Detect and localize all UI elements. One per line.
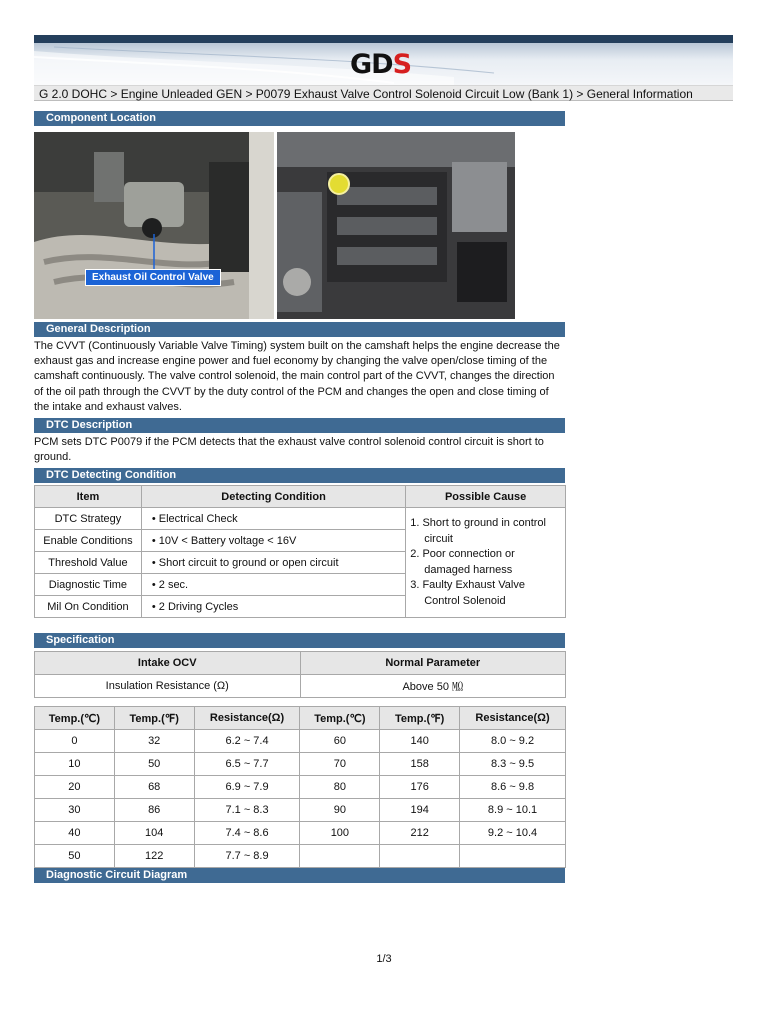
general-description-text: The CVVT (Continuously Variable Valve Timing) system built on the camshaft helps the engine decrease the exhaust gas and increase engine power and fuel economy by changing the valve open/close timing of the camshaft continuously. The valve control solenoid, the main control part of the CVVT, changes the direction of the oil path through the CVVT by the duty control of the PCM and changes the open and close timing of the intake and exhaust valves. <box>34 340 560 413</box>
table-cell: 6.2 ~ 7.4 <box>194 730 300 753</box>
table-cell: 8.0 ~ 9.2 <box>460 730 566 753</box>
row-condition: • Electrical Check <box>141 508 405 530</box>
table-cell: 176 <box>380 776 460 799</box>
table-row <box>35 776 566 799</box>
logo-text-main: GD <box>350 48 393 80</box>
logo-text-accent: S <box>392 48 412 80</box>
section-title-general-description: General Description <box>34 322 565 337</box>
table-row <box>35 845 566 868</box>
header-temp-f: Temp.(℉) <box>114 707 194 730</box>
gds-logo <box>350 47 411 81</box>
row-item: Threshold Value <box>35 552 142 574</box>
table-row <box>35 753 566 776</box>
component-photo-left <box>34 132 274 319</box>
table-cell: 50 <box>114 753 194 776</box>
table-cell: 68 <box>114 776 194 799</box>
section-title-component-location: Component Location <box>34 111 565 126</box>
table-cell: 60 <box>300 730 380 753</box>
table-cell: 194 <box>380 799 460 822</box>
header-detecting-condition: Detecting Condition <box>141 486 405 508</box>
table-row <box>35 675 566 698</box>
table-cell: 122 <box>114 845 194 868</box>
table-cell: 90 <box>300 799 380 822</box>
row-item: DTC Strategy <box>35 508 142 530</box>
table-row <box>35 508 566 530</box>
table-cell: 30 <box>35 799 115 822</box>
section-title-dtc-detecting-condition: DTC Detecting Condition <box>34 468 565 483</box>
table-cell: 158 <box>380 753 460 776</box>
table-cell: 80 <box>300 776 380 799</box>
possible-cause-item: 1. Short to ground in control circuit <box>410 517 546 545</box>
table-cell: 140 <box>380 730 460 753</box>
table-cell: 7.4 ~ 8.6 <box>194 822 300 845</box>
table-cell: 212 <box>380 822 460 845</box>
table-cell: 8.9 ~ 10.1 <box>460 799 566 822</box>
table-cell: 0 <box>35 730 115 753</box>
table-cell: 8.3 ~ 9.5 <box>460 753 566 776</box>
section-title-dtc-description: DTC Description <box>34 418 565 433</box>
header-resistance: Resistance(Ω) <box>194 707 300 730</box>
header-temp-c: Temp.(℃) <box>300 707 380 730</box>
header-resistance: Resistance(Ω) <box>460 707 566 730</box>
row-condition: • Short circuit to ground or open circuit <box>141 552 405 574</box>
table-cell: 9.2 ~ 10.4 <box>460 822 566 845</box>
spec-cell: Insulation Resistance (Ω) <box>35 675 301 698</box>
header-possible-cause: Possible Cause <box>406 486 566 508</box>
table-row <box>35 730 566 753</box>
table-cell: 20 <box>35 776 115 799</box>
table-cell: 7.7 ~ 8.9 <box>194 845 300 868</box>
page-number: 1/3 <box>376 953 392 965</box>
table-row <box>35 822 566 845</box>
header-banner <box>34 35 733 85</box>
table-cell <box>460 845 566 868</box>
table-cell: 40 <box>35 822 115 845</box>
table-cell <box>380 845 460 868</box>
row-item: Enable Conditions <box>35 530 142 552</box>
spec-cell: Above 50 ㏁ <box>300 675 566 698</box>
header-temp-f: Temp.(℉) <box>380 707 460 730</box>
table-header-row <box>35 652 566 675</box>
table-row <box>35 799 566 822</box>
table-cell: 6.5 ~ 7.7 <box>194 753 300 776</box>
table-cell: 7.1 ~ 8.3 <box>194 799 300 822</box>
table-cell: 70 <box>300 753 380 776</box>
row-item: Mil On Condition <box>35 596 142 618</box>
specification-table <box>34 651 566 698</box>
table-header-row <box>35 707 566 730</box>
row-condition: • 10V < Battery voltage < 16V <box>141 530 405 552</box>
possible-cause-list <box>410 516 561 609</box>
section-title-specification: Specification <box>34 633 565 648</box>
header-intake-ocv: Intake OCV <box>35 652 301 675</box>
breadcrumb: G 2.0 DOHC > Engine Unleaded GEN > P0079 Exhaust Valve Control Solenoid Circuit Low (Bank 1) > General Information <box>34 85 733 101</box>
row-condition: • 2 Driving Cycles <box>141 596 405 618</box>
component-photo-right <box>277 132 515 319</box>
table-header-row <box>35 486 566 508</box>
possible-cause-item: 2. Poor connection or damaged harness <box>410 548 515 576</box>
header-temp-c: Temp.(℃) <box>35 707 115 730</box>
callout-pointer-line <box>140 232 160 272</box>
table-cell: 6.9 ~ 7.9 <box>194 776 300 799</box>
table-cell <box>300 845 380 868</box>
table-cell: 8.6 ~ 9.8 <box>460 776 566 799</box>
section-title-diagnostic-circuit-diagram: Diagnostic Circuit Diagram <box>34 868 565 883</box>
resistance-temperature-table <box>34 706 566 868</box>
row-condition: • 2 sec. <box>141 574 405 596</box>
table-cell: 100 <box>300 822 380 845</box>
table-cell: 86 <box>114 799 194 822</box>
possible-cause-cell <box>406 508 566 618</box>
row-item: Diagnostic Time <box>35 574 142 596</box>
header-item: Item <box>35 486 142 508</box>
dtc-description-text: PCM sets DTC P0079 if the PCM detects that the exhaust valve control solenoid control circuit is short to ground. <box>34 436 544 464</box>
dtc-condition-table <box>34 485 566 618</box>
table-cell: 50 <box>35 845 115 868</box>
table-cell: 32 <box>114 730 194 753</box>
callout-exhaust-oil-control-valve: Exhaust Oil Control Valve <box>85 269 221 286</box>
table-cell: 104 <box>114 822 194 845</box>
possible-cause-item: 3. Faulty Exhaust Valve Control Solenoid <box>410 579 525 607</box>
header-normal-parameter: Normal Parameter <box>300 652 566 675</box>
table-cell: 10 <box>35 753 115 776</box>
